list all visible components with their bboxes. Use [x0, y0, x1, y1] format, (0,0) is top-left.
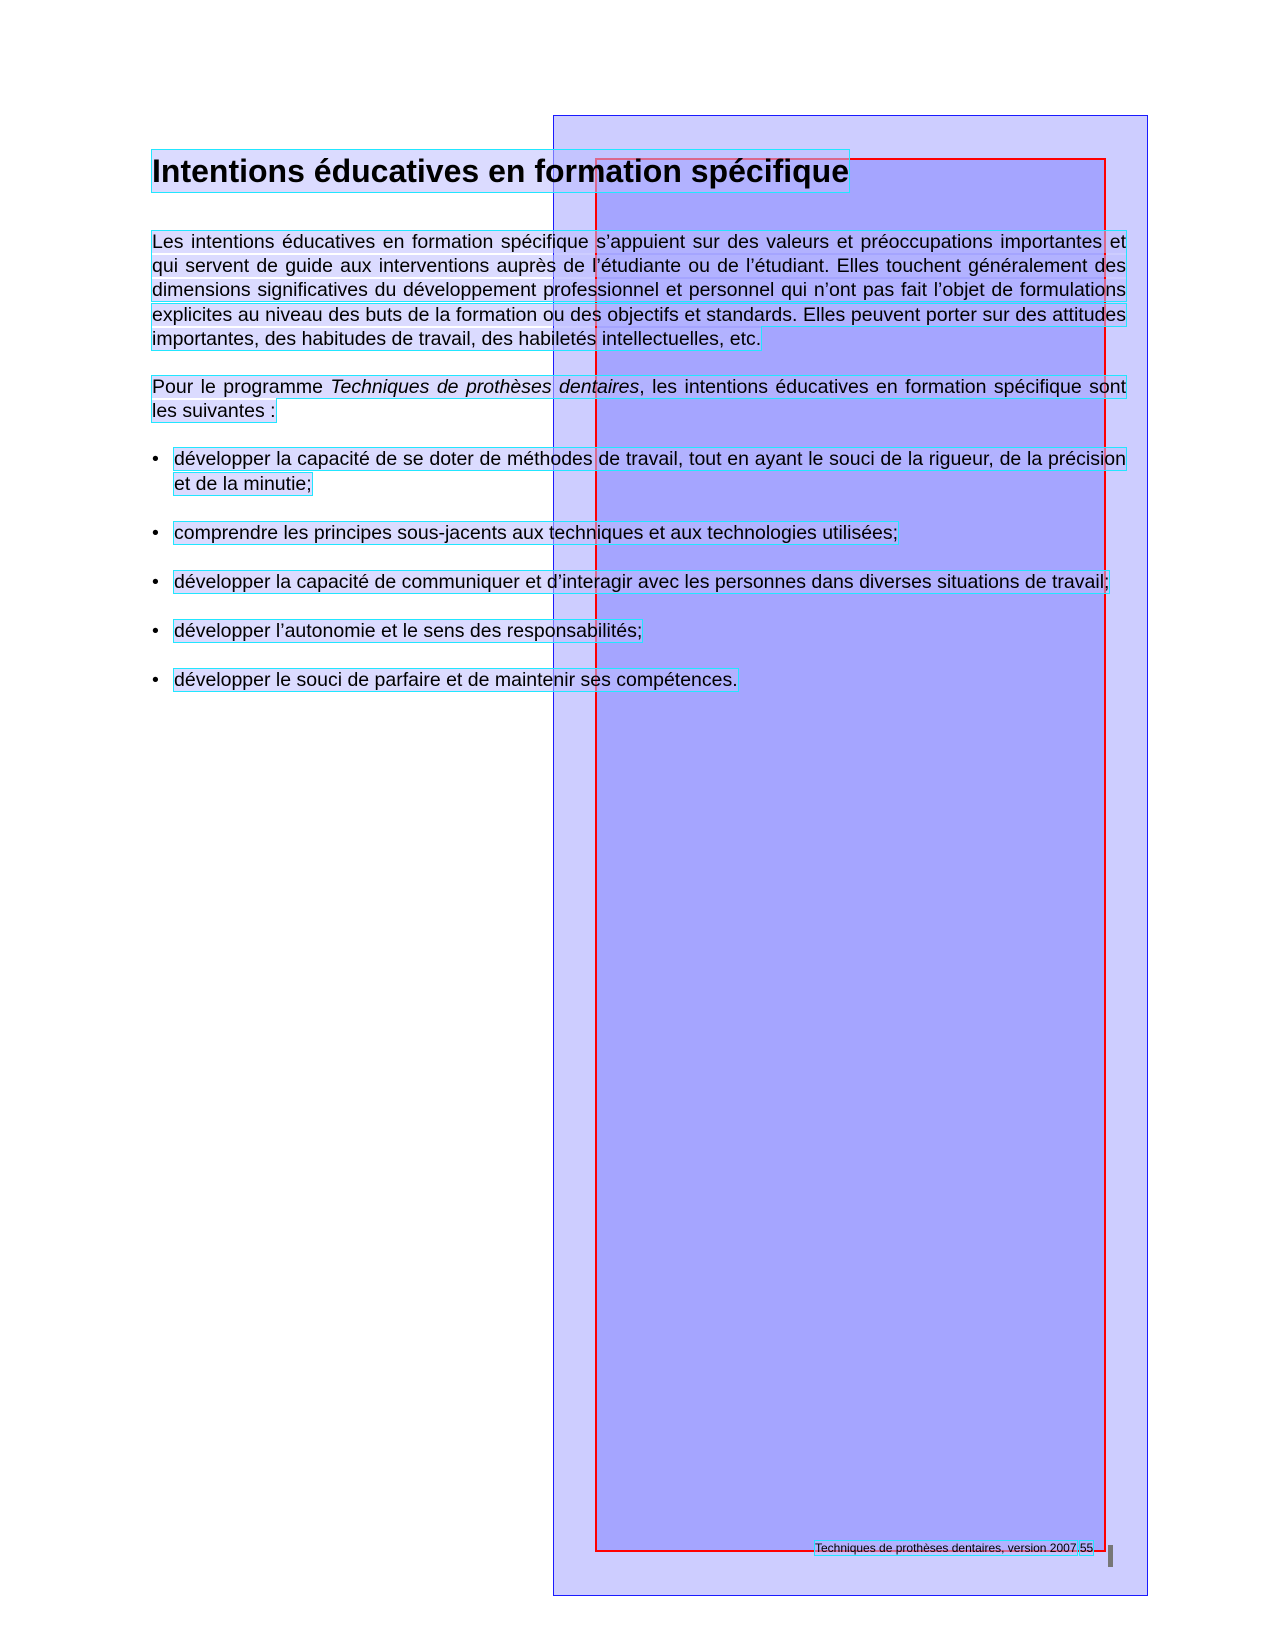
list-item [152, 521, 1126, 545]
list-item-text: comprendre les principes sous-jacents aux techniques et aux technologies utilisées; [174, 521, 899, 544]
page-title: Intentions éducatives en formation spécifique [152, 150, 849, 192]
list-item [152, 619, 1126, 643]
bullet-icon: • [152, 669, 159, 692]
intentions-list [152, 447, 1126, 692]
footer-text: Techniques de prothèses dentaires, version 2007 [815, 1541, 1077, 1555]
list-item [152, 447, 1126, 495]
list-item [152, 570, 1126, 594]
list-item-text: développer la capacité de communiquer et d’interagir avec les personnes dans diverses situations de travail; [174, 571, 1110, 594]
list-item-text: développer le souci de parfaire et de maintenir ses compétences. [174, 669, 738, 692]
footer-marker [1108, 1545, 1113, 1567]
bullet-icon: • [152, 620, 159, 643]
bullet-icon: • [152, 448, 159, 471]
list-item [152, 668, 1126, 692]
list-item-text: développer l’autonomie et le sens des responsabilités; [174, 620, 643, 643]
program-before: Pour le programme [152, 376, 331, 399]
list-item-text: développer la capacité de se doter de méthodes de travail, tout en ayant le souci de la rigueur, de la précision et de la minutie; [174, 448, 1126, 495]
program-name: Techniques de prothèses dentaires [330, 376, 640, 399]
program-text [152, 376, 1126, 422]
program-paragraph [152, 375, 1126, 423]
bullet-icon: • [152, 571, 159, 594]
bullet-icon: • [152, 521, 159, 544]
document-body [152, 150, 1126, 718]
program-after: , les intentions éducatives en formation spécifique sont les suivantes : [152, 376, 1127, 423]
intro-text: Les intentions éducatives en formation spécifique s’appuient sur des valeurs et préoccupations importantes et qui servent de guide aux interventions auprès de l’étudiante ou de l’étudiant. Elles touchent généralement des dimensions significatives du développement professionnel et personnel qui n’ont pas fait l’objet de formulations explicites au niveau des buts de la formation ou des objectifs et standards. Elles peuvent porter sur des attitudes importantes, des habitudes de travail, des habiletés intellectuelles, etc. [152, 231, 1126, 350]
page-footer [815, 1541, 1093, 1555]
page-number: 55 [1079, 1541, 1094, 1555]
intro-paragraph [152, 230, 1126, 351]
